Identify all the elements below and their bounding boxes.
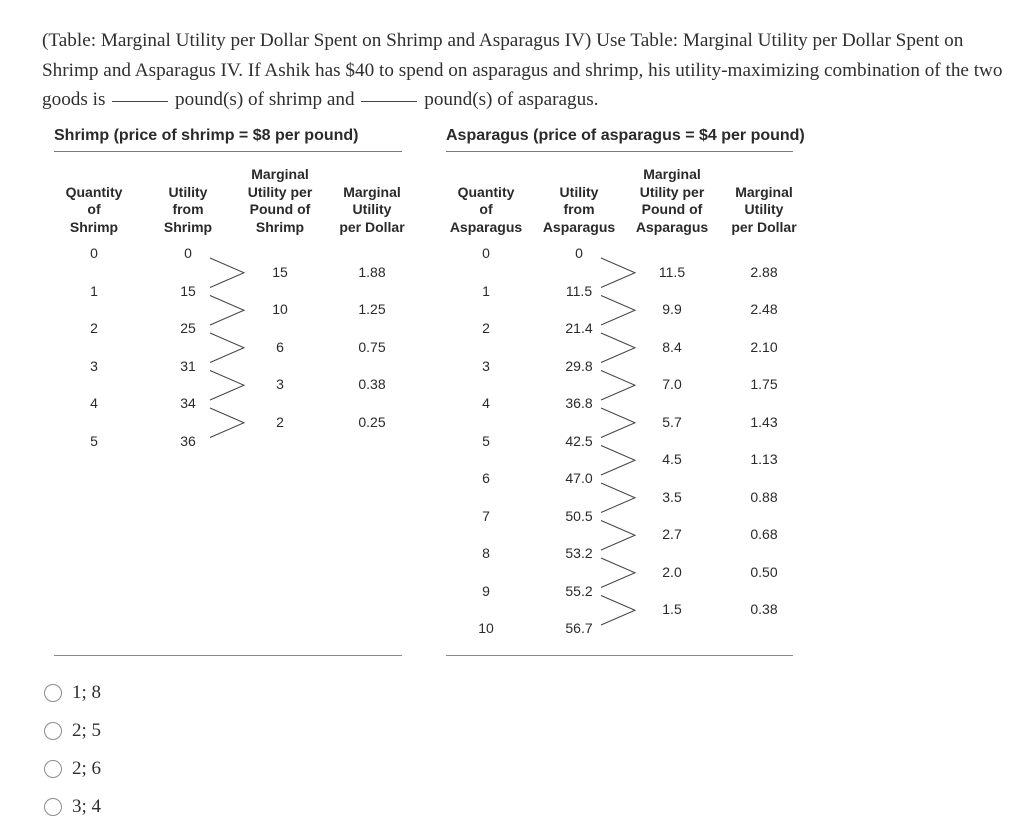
shrimp-mu-cell: 15 (272, 263, 288, 280)
shrimp-header-3: Utility (352, 201, 392, 217)
shrimp-utility-cell: 0 (184, 245, 192, 261)
shrimp-connector (210, 296, 244, 326)
asparagus-quantity-cell: 10 (478, 620, 494, 636)
shrimp-utility-cell: 31 (180, 357, 196, 374)
asparagus-bottom-rule (446, 655, 793, 656)
shrimp-quantity-cell: 2 (90, 320, 98, 336)
asparagus-header-1: Utility (559, 183, 599, 200)
shrimp-header-2: Marginal (251, 166, 309, 182)
asparagus-utility-cell: 36.8 (565, 395, 593, 411)
asparagus-header-0: Asparagus (449, 218, 523, 235)
asparagus-connector (601, 371, 635, 401)
asparagus-connector (601, 446, 635, 476)
shrimp-bottom-rule (54, 655, 402, 656)
asparagus-utility-cell: 29.8 (565, 357, 593, 374)
option-label: 1; 8 (72, 682, 102, 703)
asparagus-connector (601, 258, 635, 288)
asparagus-quantity-cell: 7 (482, 507, 490, 524)
shrimp-mu-per-dollar-cell: 0.38 (358, 376, 386, 393)
asparagus-quantity-cell: 4 (482, 395, 490, 411)
asparagus-connector (601, 296, 635, 326)
shrimp-utility-cell: 36 (180, 432, 196, 449)
asparagus-quantity-cell: 3 (482, 357, 490, 374)
radio-button[interactable] (44, 760, 62, 778)
question-text (42, 26, 1022, 115)
asparagus-mu-cell: 5.7 (662, 413, 682, 430)
asparagus-header-2: Asparagus (635, 218, 709, 235)
shrimp-connector-lines (210, 254, 250, 479)
shrimp-mu-per-dollar-cell: 1.88 (358, 263, 386, 280)
option-1[interactable] (44, 674, 101, 712)
shrimp-header-2: Pound of (249, 201, 311, 217)
shrimp-mu-cell: 6 (276, 338, 284, 355)
shrimp-connector (210, 371, 244, 401)
asparagus-header-0: Quantity (457, 183, 515, 200)
answer-blank-shrimp (112, 101, 168, 102)
asparagus-header-3: Utility (744, 201, 784, 217)
shrimp-quantity-cell: 5 (90, 432, 98, 449)
asparagus-header-2: Utility per (639, 183, 705, 200)
asparagus-mu-per-dollar-cell: 0.68 (750, 526, 778, 543)
asparagus-header-3: per Dollar (731, 218, 797, 235)
option-4[interactable] (44, 788, 101, 826)
asparagus-mu-cell: 2.7 (662, 526, 682, 543)
asparagus-mu-cell: 4.5 (662, 451, 682, 468)
shrimp-header-0: Quantity (65, 183, 123, 200)
asparagus-utility-cell: 56.7 (565, 620, 593, 636)
option-label: 2; 5 (72, 720, 102, 741)
shrimp-mu-per-dollar-cell: 1.25 (358, 301, 386, 318)
asparagus-table (446, 124, 805, 664)
asparagus-header-0: of (479, 201, 493, 217)
shrimp-quantity-cell: 0 (90, 245, 98, 261)
asparagus-connector (601, 596, 635, 626)
asparagus-mu-cell: 11.5 (658, 263, 686, 280)
asparagus-quantity-cell: 1 (482, 282, 490, 299)
asparagus-mu-cell: 1.5 (662, 601, 682, 618)
asparagus-utility-cell: 53.2 (565, 545, 593, 561)
asparagus-quantity-cell: 8 (482, 545, 490, 561)
asparagus-header-3: Marginal (735, 183, 793, 200)
shrimp-mu-cell: 2 (276, 413, 284, 430)
asparagus-utility-cell: 50.5 (565, 507, 593, 524)
shrimp-header-3: Marginal (343, 183, 401, 200)
asparagus-connector (601, 558, 635, 588)
shrimp-quantity-cell: 1 (90, 282, 98, 299)
asparagus-quantity-cell: 9 (482, 582, 490, 599)
shrimp-header-2: Shrimp (255, 218, 305, 235)
asparagus-header-2: Marginal (643, 166, 701, 182)
shrimp-connector (210, 258, 244, 288)
asparagus-utility-cell: 47.0 (565, 470, 593, 486)
asparagus-mu-per-dollar-cell: 1.13 (750, 451, 778, 468)
asparagus-mu-cell: 7.0 (662, 376, 682, 393)
asparagus-utility-cell: 0 (575, 245, 583, 261)
radio-button[interactable] (44, 722, 62, 740)
shrimp-header-3: per Dollar (339, 218, 405, 235)
asparagus-connector-lines (601, 254, 641, 667)
answer-blank-asparagus (361, 101, 417, 102)
shrimp-utility-cell: 34 (180, 395, 196, 411)
shrimp-connector (210, 333, 244, 363)
asparagus-utility-cell: 21.4 (565, 320, 593, 336)
asparagus-mu-per-dollar-cell: 0.38 (750, 601, 778, 618)
asparagus-utility-cell: 11.5 (565, 282, 593, 299)
asparagus-table-title: Asparagus (price of asparagus = $4 per pound) (446, 124, 793, 152)
shrimp-header-0: Shrimp (69, 218, 119, 235)
asparagus-connector (601, 521, 635, 551)
asparagus-utility-cell: 55.2 (565, 582, 593, 599)
shrimp-header-1: from (172, 201, 204, 217)
asparagus-utility-cell: 42.5 (565, 432, 593, 449)
shrimp-utility-cell: 25 (180, 320, 196, 336)
shrimp-header-0: of (87, 201, 101, 217)
asparagus-connector (601, 483, 635, 513)
asparagus-mu-per-dollar-cell: 0.88 (750, 488, 778, 505)
asparagus-quantity-cell: 2 (482, 320, 490, 336)
shrimp-table (54, 124, 405, 664)
shrimp-utility-cell: 15 (180, 282, 196, 299)
asparagus-header-1: from (563, 201, 595, 217)
asparagus-connector (601, 408, 635, 438)
asparagus-mu-per-dollar-cell: 1.43 (750, 413, 778, 430)
shrimp-table-title: Shrimp (price of shrimp = $8 per pound) (54, 124, 402, 152)
asparagus-header-2: Pound of (641, 201, 703, 217)
question-part1: (Table: Marginal Utility per Dollar Spent on Shrimp and Asparagus IV) Use Table: Marginal Utility per Dollar Spent on Shrimp and Asparagus IV. If Ashik has $40 to spend on asparagus and shrimp, his utility-maximizing combination of the two goods is (42, 30, 1003, 110)
asparagus-mu-cell: 2.0 (662, 563, 682, 580)
asparagus-quantity-cell: 0 (482, 245, 490, 261)
asparagus-mu-cell: 8.4 (662, 338, 682, 355)
shrimp-header-1: Shrimp (163, 218, 213, 235)
shrimp-quantity-cell: 3 (90, 357, 98, 374)
shrimp-mu-per-dollar-cell: 0.25 (358, 413, 386, 430)
asparagus-mu-per-dollar-cell: 0.50 (750, 563, 778, 580)
radio-button[interactable] (44, 798, 62, 816)
shrimp-header-1: Utility (168, 183, 208, 200)
asparagus-mu-cell: 9.9 (662, 301, 682, 318)
asparagus-header-1: Asparagus (542, 218, 616, 235)
shrimp-mu-cell: 3 (276, 376, 284, 393)
asparagus-mu-cell: 3.5 (662, 488, 682, 505)
asparagus-mu-per-dollar-cell: 1.75 (750, 376, 778, 393)
option-2[interactable] (44, 712, 101, 750)
asparagus-connector (601, 333, 635, 363)
asparagus-quantity-cell: 5 (482, 432, 490, 449)
option-3[interactable] (44, 750, 101, 788)
shrimp-connector (210, 408, 244, 438)
asparagus-mu-per-dollar-cell: 2.10 (750, 338, 778, 355)
asparagus-quantity-cell: 6 (482, 470, 490, 486)
asparagus-mu-per-dollar-cell: 2.48 (750, 301, 778, 318)
question-part2: pound(s) of shrimp and (175, 89, 355, 110)
shrimp-header-2: Utility per (247, 183, 313, 200)
shrimp-mu-per-dollar-cell: 0.75 (358, 338, 386, 355)
shrimp-mu-cell: 10 (272, 301, 288, 318)
option-label: 3; 4 (72, 796, 102, 817)
shrimp-quantity-cell: 4 (90, 395, 98, 411)
option-label: 2; 6 (72, 758, 102, 779)
question-part3: pound(s) of asparagus. (424, 89, 599, 110)
asparagus-mu-per-dollar-cell: 2.88 (750, 263, 778, 280)
radio-button[interactable] (44, 684, 62, 702)
answer-options (44, 674, 101, 826)
